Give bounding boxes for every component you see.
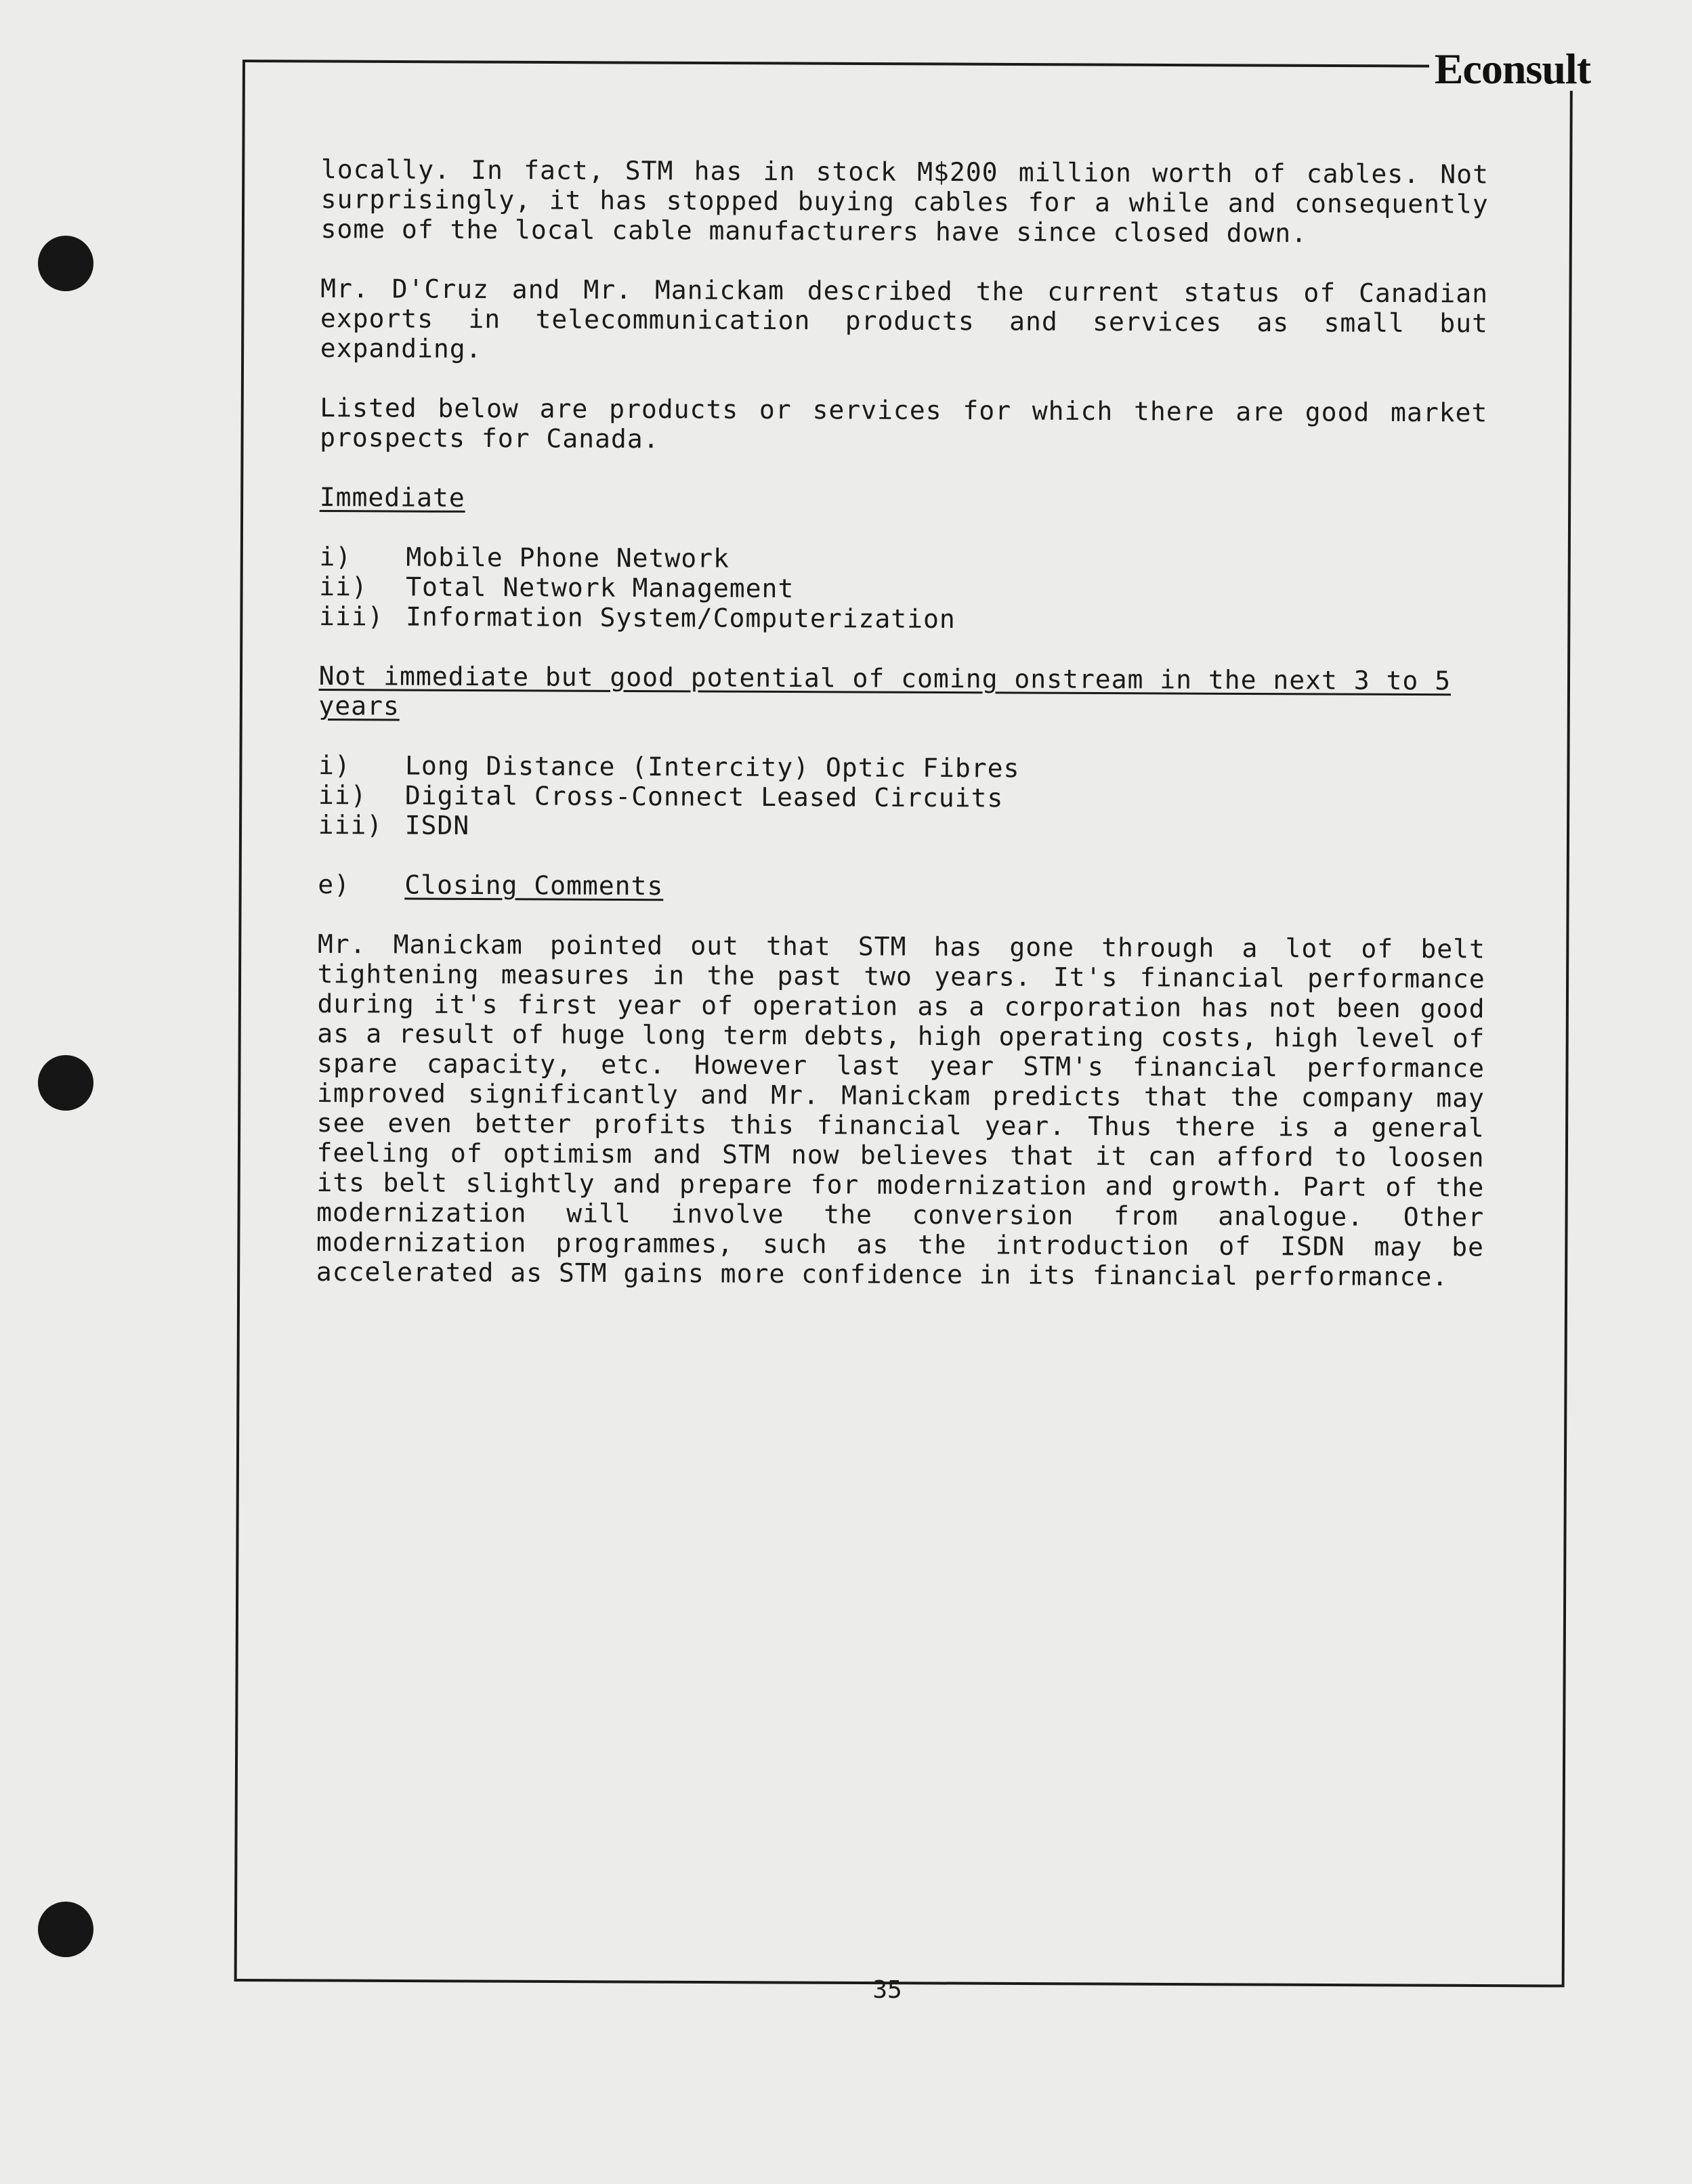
list-item	[318, 810, 1486, 845]
binder-hole-middle	[38, 1055, 93, 1111]
list-item-number: iii)	[318, 809, 383, 840]
list-item-number: i)	[319, 541, 352, 572]
list-item-number: ii)	[319, 571, 368, 602]
list-item-number: iii)	[318, 601, 384, 632]
list-item-text: Total Network Management	[406, 572, 795, 604]
section-heading-closing	[318, 870, 1485, 905]
list-item-text: ISDN	[404, 810, 470, 840]
heading-not-immediate: Not immediate but good potential of coming onstream in the next 3 to 5 years	[318, 660, 1452, 721]
heading-immediate: Immediate	[319, 481, 465, 513]
list-item-text: Digital Cross-Connect Leased Circuits	[404, 780, 1004, 813]
binder-hole-top	[38, 236, 93, 291]
document-body	[316, 154, 1489, 1322]
paragraph-stock: locally. In fact, STM has in stock M$200 million worth of cables. Not surprisingly, it has stopped buying cables for a while and consequently some of the local cable manufacturers have since closed down.	[320, 154, 1489, 249]
list-item	[319, 572, 1487, 607]
list-item	[319, 542, 1487, 577]
brand-logo: Econsult	[1429, 47, 1590, 91]
list-not-immediate	[318, 750, 1487, 845]
list-item-text: Information System/Computerization	[405, 601, 956, 635]
list-item-text: Long Distance (Intercity) Optic Fibres	[404, 750, 1020, 784]
list-item-number: i)	[318, 750, 351, 781]
section-number: e)	[318, 869, 351, 900]
page-number: 35	[872, 1976, 902, 2004]
binder-hole-bottom	[38, 1902, 93, 1957]
list-immediate	[319, 542, 1487, 637]
list-item-text: Mobile Phone Network	[406, 542, 730, 574]
list-item	[319, 601, 1487, 637]
list-item	[318, 750, 1486, 786]
list-item	[318, 780, 1486, 815]
section-title: Closing Comments	[404, 870, 664, 901]
paragraph-exports: Mr. D'Cruz and Mr. Manickam described the current status of Canadian exports in telecommunication products and services as small but expanding.	[320, 273, 1489, 364]
paragraph-prospects: Listed below are products or services for which there are good market prospects for Canada.	[320, 392, 1488, 454]
list-item-number: ii)	[318, 779, 367, 811]
paragraph-closing: Mr. Manickam pointed out that STM has gone through a lot of belt tightening measures in the past two years. It's financial performance during it's first year of operation as a corporation has not been good as a result of huge long term debts, high operating costs, high level of spare capacity, etc. However last year STM's financial performance improved significantly and Mr. Manickam predicts that the company may see even better profits this financial year. Thus there is a general feeling of optimism and STM now believes that it can afford to loosen its belt slightly and prepare for modernization and growth. Part of the modernization will involve the conversion from analogue. Other modernization programmes, such as the introduction of ISDN may be accelerated as STM gains more confidence in its financial performance.	[316, 928, 1485, 1292]
